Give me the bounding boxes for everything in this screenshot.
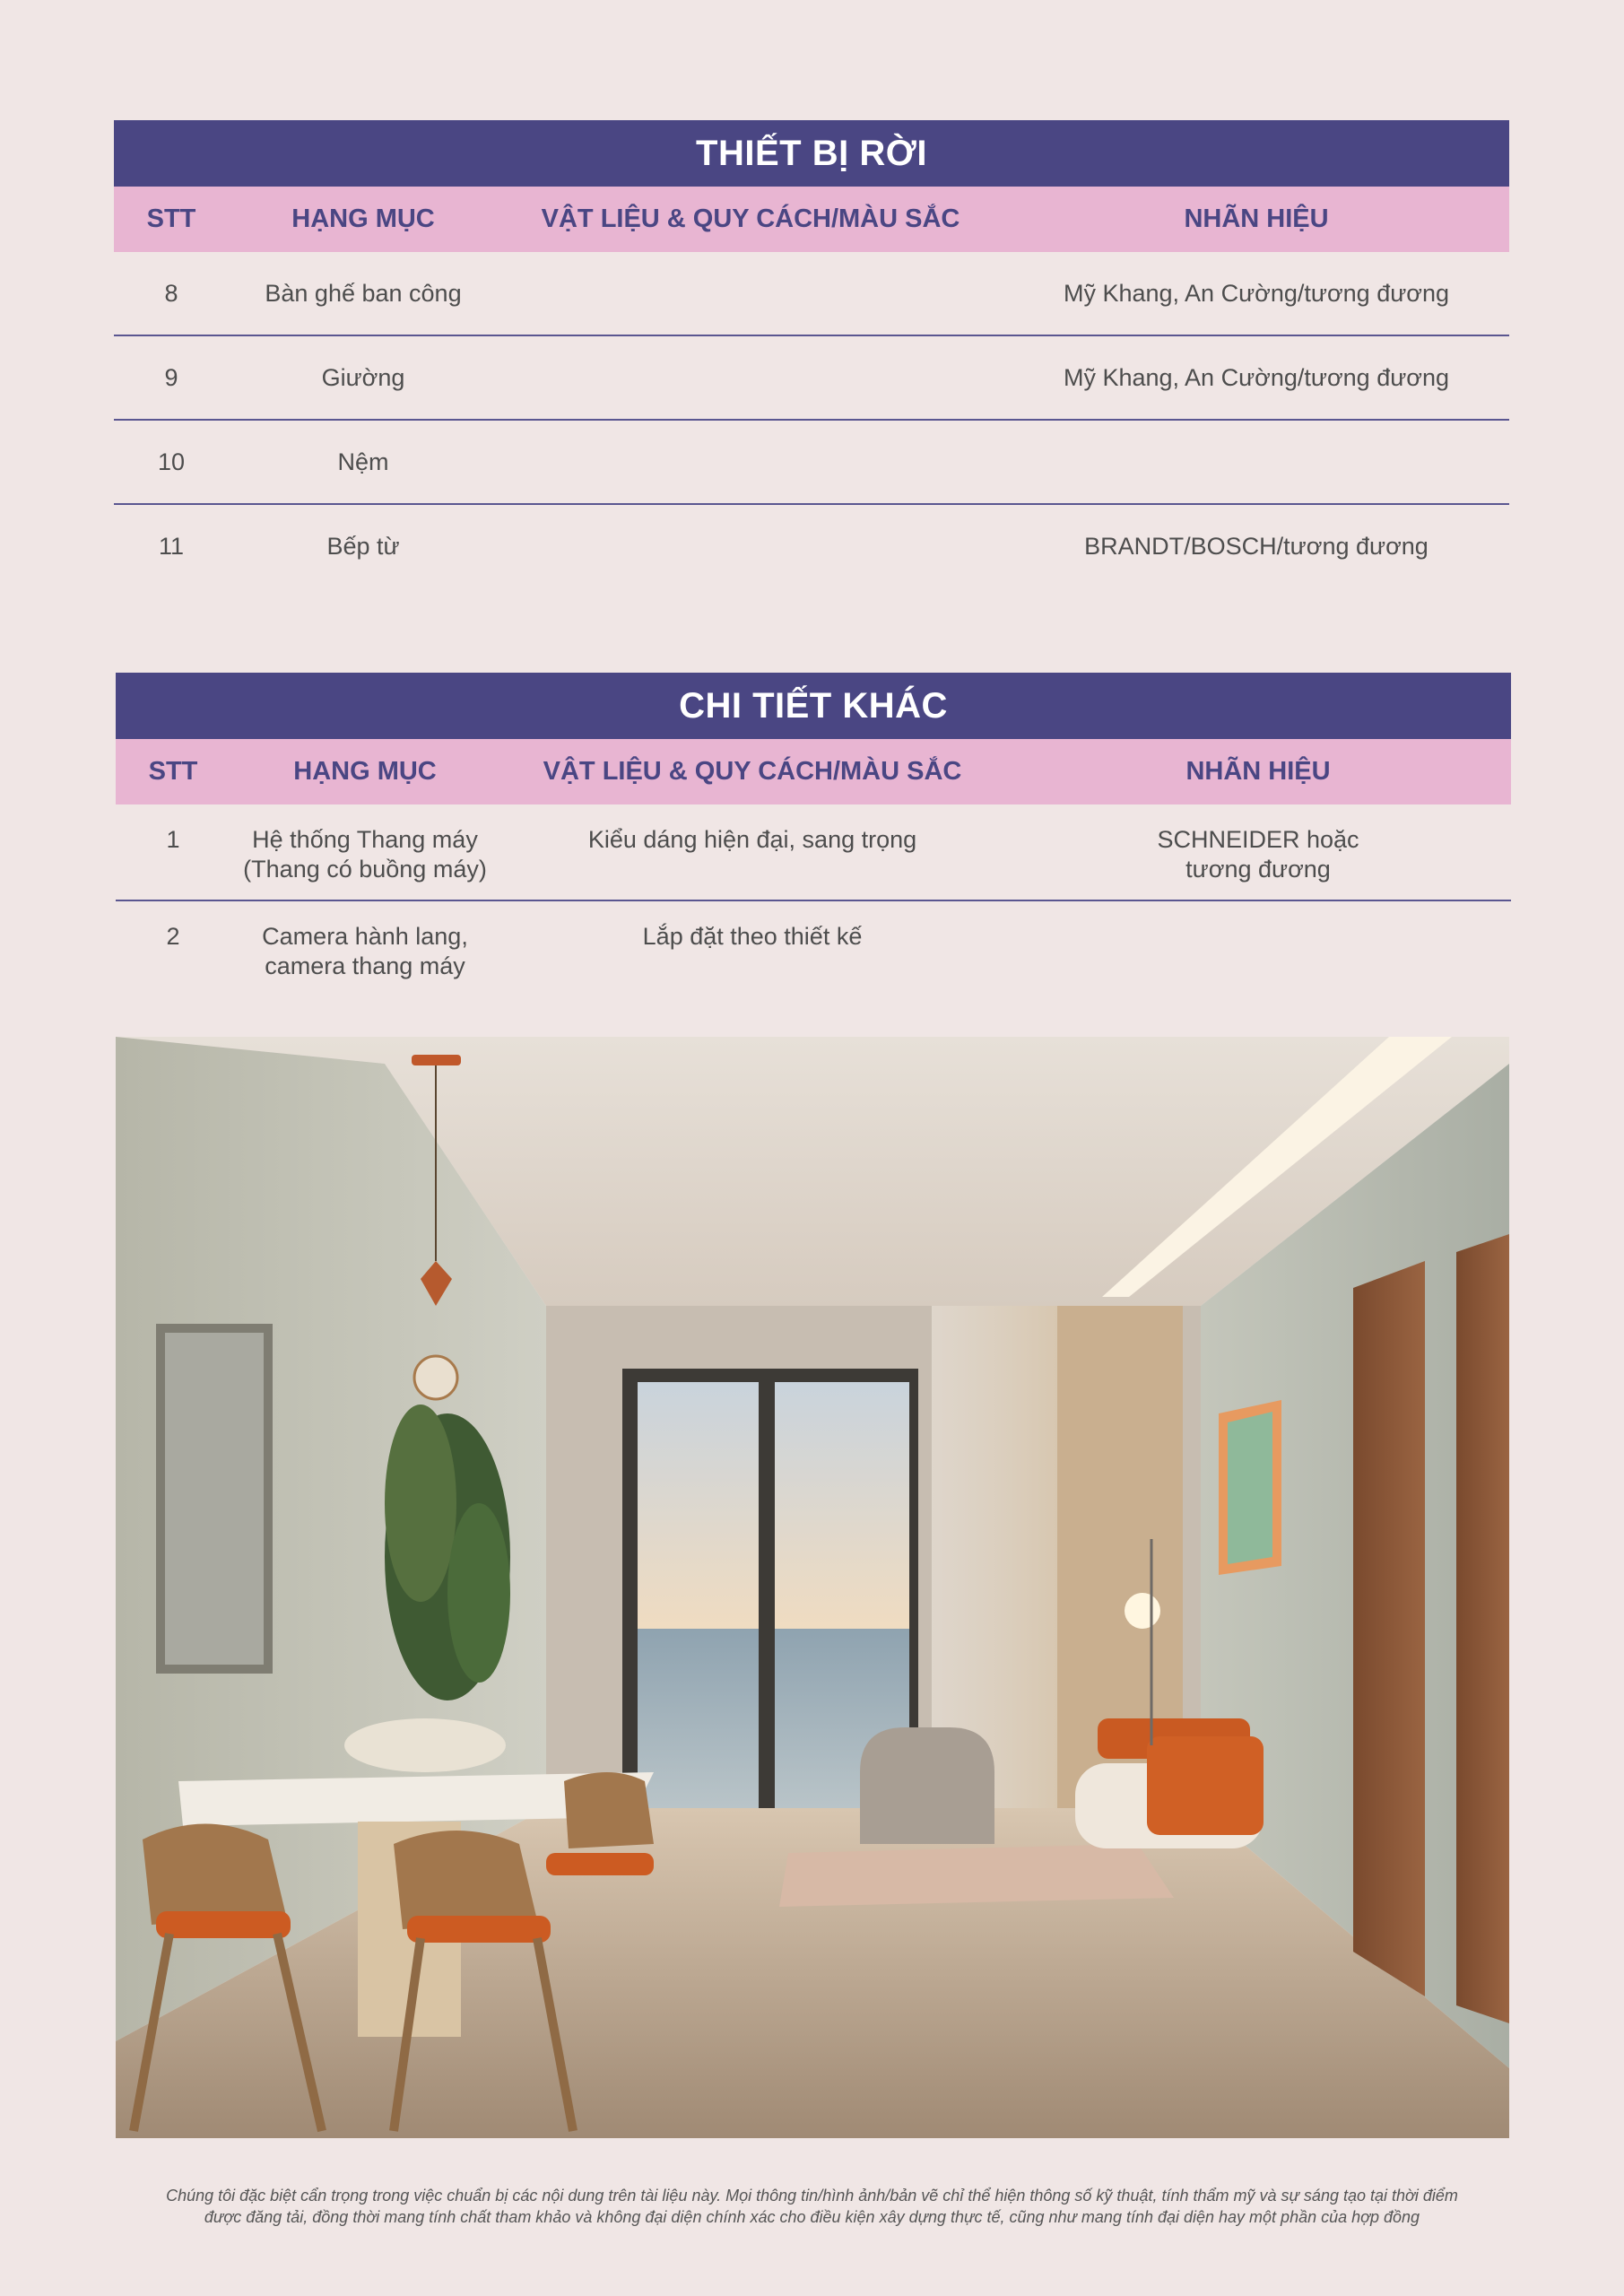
table-chi-tiet-khac — [116, 673, 1511, 998]
disclaimer-line: Chúng tôi đặc biệt cẩn trọng trong việc chuẩn bị các nội dung trên tài liệu này. Mọi thông tin/hình ảnh/bản vẽ chỉ thể hiện thông số kỹ thuật, tính thẩm mỹ và sự sáng tạo tại thời điểm — [166, 2187, 1458, 2205]
cell-stt: 2 — [166, 923, 180, 950]
cell-material: Lắp đặt theo thiết kế — [642, 923, 863, 950]
table-row — [114, 505, 1509, 587]
table-row — [114, 252, 1509, 336]
cell-item: Giường — [321, 363, 405, 391]
cell-stt: 1 — [166, 826, 180, 853]
cell-item: Nệm — [337, 448, 389, 475]
cell-stt: 9 — [164, 363, 178, 391]
cell-item-line: Hệ thống Thang máy — [252, 826, 478, 853]
interior-photo — [116, 1037, 1509, 2138]
cell-stt: 10 — [157, 448, 186, 475]
header-nhan-hieu: NHÃN HIỆU — [1184, 204, 1329, 233]
disclaimer — [108, 2185, 1516, 2228]
table-thiet-bi-roi — [114, 120, 1509, 587]
cell-brand: BRANDT/BOSCH/tương đương — [1084, 532, 1429, 560]
cell-brand — [1005, 825, 1511, 884]
cell-item — [230, 825, 499, 884]
cell-brand-line: SCHNEIDER hoặc — [1157, 826, 1359, 853]
header-stt: STT — [148, 757, 198, 786]
cell-brand: Mỹ Khang, An Cường/tương đương — [1063, 279, 1450, 307]
cell-item — [230, 922, 499, 981]
cell-item-line: (Thang có buồng máy) — [243, 856, 487, 883]
table-header — [116, 739, 1511, 804]
header-hang-muc: HẠNG MỤC — [291, 204, 435, 233]
cell-brand-line: tương đương — [1185, 856, 1331, 883]
cell-stt: 8 — [164, 279, 178, 307]
section-title: CHI TIẾT KHÁC — [116, 673, 1511, 739]
table-row — [116, 804, 1511, 901]
cell-stt: 11 — [158, 532, 185, 560]
cell-item: Bàn ghế ban công — [265, 279, 462, 307]
header-stt: STT — [146, 204, 196, 233]
header-hang-muc: HẠNG MỤC — [293, 757, 437, 786]
table-row — [114, 421, 1509, 505]
header-vat-lieu: VẬT LIỆU & QUY CÁCH/MÀU SẮC — [543, 757, 962, 786]
header-vat-lieu: VẬT LIỆU & QUY CÁCH/MÀU SẮC — [541, 204, 960, 233]
table-row — [114, 336, 1509, 421]
cell-item: Bếp từ — [326, 532, 400, 560]
table-row — [116, 901, 1511, 998]
cell-item-line: Camera hành lang, — [262, 923, 468, 950]
header-nhan-hieu: NHÃN HIỆU — [1185, 757, 1331, 786]
section-title: THIẾT BỊ RỜI — [114, 120, 1509, 187]
table-header — [114, 187, 1509, 252]
cell-item-line: camera thang máy — [265, 952, 465, 979]
disclaimer-line: được đăng tải, đồng thời mang tính chất tham khảo và không đại diện chính xác cho điều kiện xây dựng thực tế, cũng như mang tính đại diện hay một phần của hợp đồng — [204, 2208, 1420, 2226]
cell-material: Kiểu dáng hiện đại, sang trọng — [587, 826, 917, 853]
cell-brand: Mỹ Khang, An Cường/tương đương — [1063, 363, 1450, 391]
